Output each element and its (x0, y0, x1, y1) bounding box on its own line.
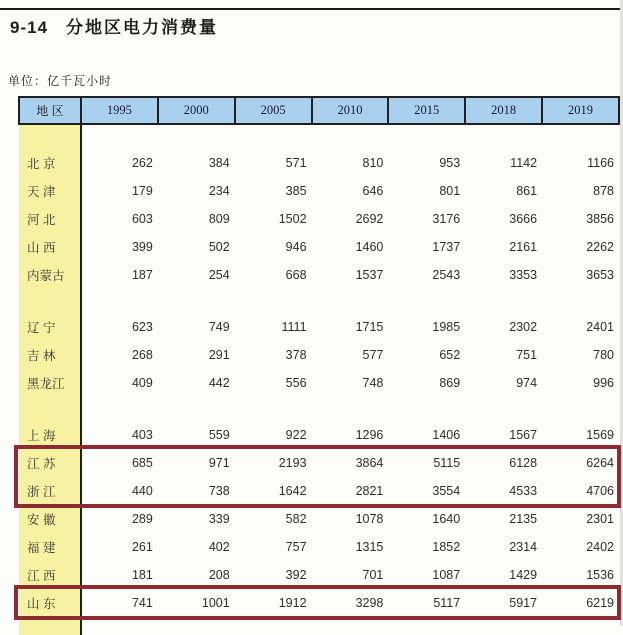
year-column-header: 2000 (158, 97, 235, 124)
value-cell: 2302 (509, 320, 538, 334)
value-cell: 385 (285, 184, 307, 198)
value-cell: 996 (593, 376, 614, 390)
value-cell: 1640 (432, 512, 461, 526)
value-cell: 403 (131, 428, 153, 442)
value-cell: 623 (131, 320, 153, 334)
region-cell-empty (19, 124, 81, 149)
value-cell-empty (81, 617, 158, 635)
table-row (19, 341, 619, 369)
value-cell: 262 (131, 156, 153, 170)
spacer-row (19, 397, 619, 421)
region-cell: 山 东 (19, 589, 81, 617)
value-cell: 749 (208, 320, 230, 334)
value-cell: 378 (285, 348, 307, 362)
value-cell: 339 (208, 512, 230, 526)
value-cell-empty (465, 124, 542, 149)
region-cell: 江 西 (19, 561, 81, 589)
region-cell: 上 海 (19, 421, 81, 449)
value-cell: 603 (131, 212, 153, 226)
value-cell: 861 (516, 184, 538, 198)
value-cell: 559 (208, 428, 230, 442)
region-cell: 内蒙古 (19, 261, 81, 289)
top-rule (0, 8, 623, 10)
value-cell: 748 (362, 376, 384, 390)
value-cell: 2314 (509, 540, 538, 554)
region-cell: 山 西 (19, 233, 81, 261)
table-row (19, 421, 619, 449)
value-cell: 399 (131, 240, 153, 254)
value-cell: 3353 (509, 268, 538, 282)
spacer-row (19, 124, 619, 149)
value-cell: 810 (362, 156, 384, 170)
value-cell: 291 (208, 348, 230, 362)
value-cell: 261 (131, 540, 153, 554)
value-cell-empty (235, 617, 312, 635)
value-cell-empty (312, 397, 389, 421)
value-cell: 741 (131, 596, 153, 610)
value-cell-empty (388, 617, 465, 635)
value-cell: 1715 (355, 320, 384, 334)
value-cell-empty (312, 124, 389, 149)
value-cell: 556 (285, 376, 307, 390)
page-title (10, 13, 218, 38)
value-cell-empty (388, 289, 465, 313)
value-cell-empty (235, 289, 312, 313)
value-cell: 1985 (432, 320, 461, 334)
table-row (19, 561, 619, 589)
value-cell: 1569 (586, 428, 614, 442)
value-cell: 1078 (355, 512, 384, 526)
value-cell: 5917 (509, 596, 538, 610)
value-cell: 208 (208, 568, 230, 582)
data-table (18, 96, 620, 635)
value-cell: 6219 (586, 596, 614, 610)
value-cell: 402 (208, 540, 230, 554)
value-cell-empty (465, 397, 542, 421)
value-cell: 6264 (586, 456, 614, 470)
value-cell: 1912 (278, 596, 307, 610)
table-row (19, 313, 619, 341)
value-cell: 2692 (355, 212, 384, 226)
value-cell: 289 (131, 512, 153, 526)
value-cell: 1087 (432, 568, 461, 582)
year-column-header: 2015 (388, 97, 465, 124)
table-body (19, 124, 619, 635)
value-cell: 1142 (510, 156, 538, 170)
table-row (19, 589, 619, 617)
value-cell: 3298 (355, 596, 384, 610)
unit-label: 单位：亿千瓦小时 (8, 74, 113, 88)
region-column-header: 地 区 (19, 97, 81, 124)
value-cell: 974 (516, 376, 538, 390)
value-cell: 187 (131, 268, 153, 282)
table-row (19, 233, 619, 261)
value-cell: 1537 (355, 268, 384, 282)
value-cell: 1642 (278, 484, 307, 498)
value-cell: 2161 (509, 240, 538, 254)
value-cell: 254 (208, 268, 230, 282)
value-cell: 6128 (509, 456, 538, 470)
value-cell: 2401 (586, 320, 614, 334)
header-row (19, 97, 619, 124)
table-head (19, 97, 619, 124)
value-cell: 384 (208, 156, 230, 170)
value-cell: 4533 (509, 484, 538, 498)
value-cell: 3176 (432, 212, 461, 226)
value-cell: 780 (593, 348, 614, 362)
region-cell: 吉 林 (19, 341, 81, 369)
table-row (19, 205, 619, 233)
value-cell: 2821 (355, 484, 384, 498)
value-cell: 685 (131, 456, 153, 470)
value-cell: 1315 (355, 540, 384, 554)
value-cell: 1111 (281, 320, 307, 334)
value-cell-empty (158, 617, 235, 635)
value-cell: 2543 (432, 268, 461, 282)
value-cell: 3666 (509, 212, 538, 226)
value-cell: 757 (285, 540, 307, 554)
value-cell: 1166 (587, 156, 614, 170)
value-cell-empty (81, 289, 158, 313)
region-cell: 浙 江 (19, 477, 81, 505)
value-cell: 234 (208, 184, 230, 198)
value-cell: 3554 (432, 484, 461, 498)
value-cell: 1460 (355, 240, 384, 254)
value-cell: 392 (285, 568, 307, 582)
value-cell-empty (312, 617, 389, 635)
value-cell: 1296 (355, 428, 384, 442)
region-cell: 安 徽 (19, 505, 81, 533)
region-cell: 辽 宁 (19, 313, 81, 341)
spacer-row (19, 289, 619, 313)
value-cell: 3856 (586, 212, 614, 226)
year-column-header: 2010 (312, 97, 389, 124)
table-row (19, 177, 619, 205)
value-cell: 5117 (433, 596, 461, 610)
value-cell: 2193 (278, 456, 307, 470)
value-cell: 181 (131, 568, 153, 582)
value-cell-empty (81, 397, 158, 421)
table-row (19, 149, 619, 177)
value-cell: 571 (285, 156, 307, 170)
value-cell: 409 (131, 376, 153, 390)
table-row (19, 369, 619, 397)
region-cell: 黑龙江 (19, 369, 81, 397)
value-cell: 582 (285, 512, 307, 526)
value-cell: 5115 (433, 456, 461, 470)
value-cell: 1536 (586, 568, 614, 582)
value-cell: 502 (208, 240, 230, 254)
value-cell: 922 (285, 428, 307, 442)
table-row (19, 477, 619, 505)
value-cell: 809 (208, 212, 230, 226)
value-cell: 1429 (509, 568, 538, 582)
value-cell-empty (158, 397, 235, 421)
value-cell: 3653 (586, 268, 614, 282)
value-cell-empty (81, 124, 158, 149)
value-cell: 971 (208, 456, 230, 470)
value-cell: 869 (439, 376, 461, 390)
region-cell: 河 北 (19, 205, 81, 233)
value-cell: 440 (131, 484, 153, 498)
value-cell-empty (542, 397, 619, 421)
value-cell: 751 (516, 348, 538, 362)
region-cell: 江 苏 (19, 449, 81, 477)
value-cell: 2262 (586, 240, 614, 254)
year-column-header: 2018 (465, 97, 542, 124)
value-cell: 1406 (432, 428, 461, 442)
value-cell: 577 (362, 348, 384, 362)
value-cell: 801 (439, 184, 461, 198)
value-cell: 878 (593, 184, 614, 198)
value-cell-empty (388, 397, 465, 421)
year-column-header: 2019 (542, 97, 619, 124)
value-cell-empty (235, 124, 312, 149)
region-cell: 北 京 (19, 149, 81, 177)
value-cell: 668 (285, 268, 307, 282)
region-cell-empty (19, 289, 81, 313)
value-cell-empty (312, 289, 389, 313)
value-cell: 1567 (509, 428, 538, 442)
value-cell: 646 (362, 184, 384, 198)
value-cell-empty (465, 617, 542, 635)
value-cell: 1502 (278, 212, 307, 226)
value-cell: 946 (285, 240, 307, 254)
year-column-header: 2005 (235, 97, 312, 124)
value-cell-empty (542, 289, 619, 313)
value-cell: 268 (131, 348, 153, 362)
value-cell: 652 (439, 348, 461, 362)
value-cell-empty (158, 124, 235, 149)
region-cell-empty (19, 397, 81, 421)
table-number: 9-14 (10, 18, 49, 37)
value-cell: 442 (208, 376, 230, 390)
value-cell-empty (465, 289, 542, 313)
table-row (19, 261, 619, 289)
value-cell: 3864 (355, 456, 384, 470)
region-cell: 天 津 (19, 177, 81, 205)
value-cell: 953 (439, 156, 461, 170)
value-cell: 179 (131, 184, 153, 198)
value-cell: 701 (362, 568, 384, 582)
value-cell: 2402 (586, 540, 614, 554)
region-cell-empty (19, 617, 81, 635)
value-cell: 738 (208, 484, 230, 498)
region-cell: 福 建 (19, 533, 81, 561)
value-cell-empty (542, 124, 619, 149)
value-cell-empty (388, 124, 465, 149)
value-cell: 2301 (586, 512, 614, 526)
table-row (19, 505, 619, 533)
table-row (19, 533, 619, 561)
value-cell: 2135 (509, 512, 538, 526)
table-row (19, 449, 619, 477)
year-column-header: 1995 (81, 97, 158, 124)
value-cell: 1737 (432, 240, 461, 254)
value-cell-empty (158, 289, 235, 313)
value-cell: 4706 (586, 484, 614, 498)
value-cell-empty (235, 397, 312, 421)
table-title-text: 分地区电力消费量 (66, 18, 219, 37)
table-wrap (18, 96, 620, 635)
spacer-row (19, 617, 619, 635)
value-cell-empty (542, 617, 619, 635)
value-cell: 1852 (432, 540, 461, 554)
value-cell: 1001 (201, 596, 230, 610)
